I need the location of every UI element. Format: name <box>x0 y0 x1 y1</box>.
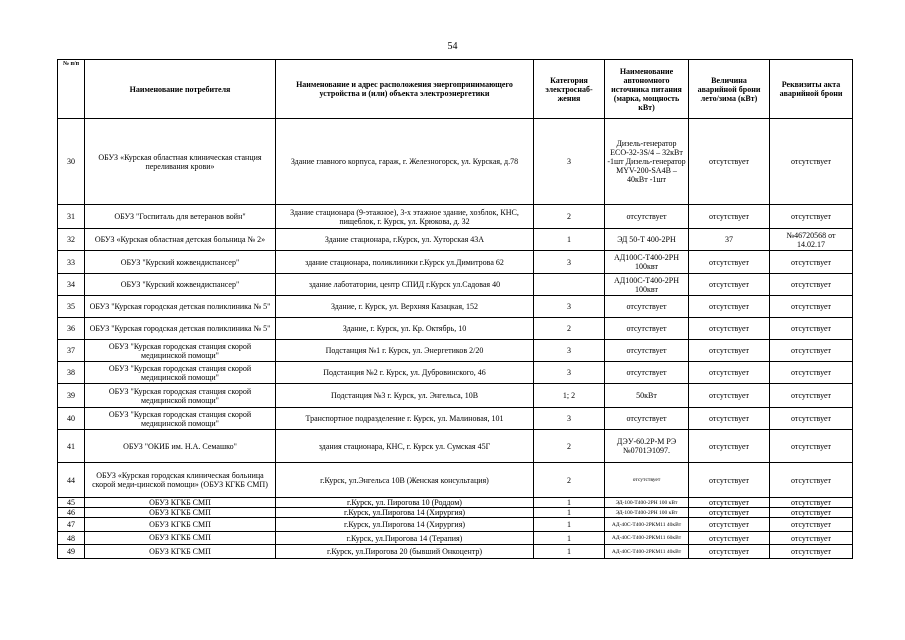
cell-source: АД100С-Т400-2РН 100квт <box>605 251 689 274</box>
table-row <box>58 532 853 545</box>
page-number: 54 <box>447 41 458 52</box>
cell-source: АД-40С-Т400-2РКМ11 40кВт <box>605 545 689 559</box>
cell-reserve: отсутствует <box>689 498 770 508</box>
cell-category: 1 <box>534 532 605 545</box>
header-consumer: Наименование потребителя <box>85 60 276 119</box>
cell-source: отсутствует <box>605 296 689 318</box>
cell-num: 32 <box>58 229 85 251</box>
cell-consumer: ОБУЗ КГКБ СМП <box>85 532 276 545</box>
cell-category: 1 <box>534 508 605 518</box>
cell-act: отсутствует <box>770 532 853 545</box>
cell-source: отсутствует <box>605 318 689 340</box>
cell-act: отсутствует <box>770 119 853 205</box>
cell-object: здание стационара, поликлиники г.Курск ул.Димитрова 62 <box>276 251 534 274</box>
cell-num: 30 <box>58 119 85 205</box>
cell-reserve: отсутствует <box>689 532 770 545</box>
header-object: Наименование и адрес расположения энергопринимающего устройства и (или) объекта электроэнергетики <box>276 60 534 119</box>
cell-act: отсутствует <box>770 362 853 384</box>
cell-reserve: отсутствует <box>689 205 770 229</box>
cell-source: Дизель-генератор ECO-32-3S/4 – 32кВт -1шт Дизель-генератор MYV-200-SA4B – 40кВт -1шт <box>605 119 689 205</box>
cell-act: отсутствует <box>770 274 853 296</box>
cell-object: г.Курск, ул.Пирогова 14 (Терапия) <box>276 532 534 545</box>
cell-reserve: отсутствует <box>689 119 770 205</box>
cell-consumer: ОБУЗ "ОКИБ им. Н.А. Семашко" <box>85 430 276 463</box>
cell-consumer: ОБУЗ КГКБ СМП <box>85 498 276 508</box>
table-row <box>58 318 853 340</box>
table-body <box>58 119 853 559</box>
cell-source: отсутствует <box>605 408 689 430</box>
cell-consumer: ОБУЗ "Курский кожвендиспансер" <box>85 251 276 274</box>
cell-category: 1 <box>534 498 605 508</box>
cell-source: ЭД-100-Т400-2РН 100 кВт <box>605 498 689 508</box>
cell-source: АД100С-Т400-2РН 100квт <box>605 274 689 296</box>
cell-object: Здание, г. Курск, ул. Кр. Октябрь, 10 <box>276 318 534 340</box>
cell-object: Здание, г. Курск, ул. Верхняя Казацкая, 152 <box>276 296 534 318</box>
table-row <box>58 498 853 508</box>
cell-act: отсутствует <box>770 508 853 518</box>
cell-category: 1 <box>534 229 605 251</box>
cell-num: 34 <box>58 274 85 296</box>
cell-object: г.Курск, ул.Пирогова 20 (бывший Онкоцентр) <box>276 545 534 559</box>
table-row <box>58 119 853 205</box>
cell-consumer: ОБУЗ КГКБ СМП <box>85 545 276 559</box>
table-row <box>58 384 853 408</box>
cell-object: г.Курск, ул. Пирогова 10 (Роддом) <box>276 498 534 508</box>
cell-consumer: ОБУЗ "Курская городская станция скорой медицинской помощи" <box>85 340 276 362</box>
cell-consumer: ОБУЗ "Курская городская станция скорой медицинской помощи" <box>85 408 276 430</box>
cell-category: 1 <box>534 518 605 532</box>
cell-object: Подстанция №3 г. Курск, ул. Энгельса, 10В <box>276 384 534 408</box>
cell-category: 3 <box>534 408 605 430</box>
table-row <box>58 362 853 384</box>
cell-reserve: отсутствует <box>689 362 770 384</box>
cell-reserve: отсутствует <box>689 296 770 318</box>
cell-act: №46720568 от 14.02.17 <box>770 229 853 251</box>
cell-consumer: ОБУЗ КГКБ СМП <box>85 508 276 518</box>
cell-object: Подстанция №1 г. Курск, ул. Энергетиков 2/20 <box>276 340 534 362</box>
cell-category: 3 <box>534 296 605 318</box>
cell-reserve: отсутствует <box>689 518 770 532</box>
cell-num: 47 <box>58 518 85 532</box>
cell-num: 49 <box>58 545 85 559</box>
cell-object: г.Курск, ул.Пирогова 14 (Хирургия) <box>276 518 534 532</box>
cell-object: здание лаботатории, центр СПИД г.Курск ул.Садовая 40 <box>276 274 534 296</box>
cell-act: отсутствует <box>770 384 853 408</box>
cell-reserve: отсутствует <box>689 274 770 296</box>
header-source: Наименование автономного источника питания (марка, мощность кВт) <box>605 60 689 119</box>
cell-num: 39 <box>58 384 85 408</box>
cell-reserve: отсутствует <box>689 408 770 430</box>
table-row <box>58 205 853 229</box>
header-row <box>58 60 853 119</box>
cell-consumer: ОБУЗ «Курская городская клиническая больница скорой меди-цинской помощи» (ОБУЗ КГКБ СМП) <box>85 463 276 498</box>
cell-category: 1 <box>534 545 605 559</box>
table-row <box>58 274 853 296</box>
cell-reserve: отсутствует <box>689 318 770 340</box>
cell-source: ЭД-100-Т400-2РН 100 кВт <box>605 508 689 518</box>
cell-object: г.Курск, ул.Пирогова 14 (Хирургия) <box>276 508 534 518</box>
cell-reserve: отсутствует <box>689 545 770 559</box>
cell-category <box>534 274 605 296</box>
cell-source: отсутствует <box>605 340 689 362</box>
table-row <box>58 545 853 559</box>
cell-source: отсутствует <box>605 205 689 229</box>
table-row <box>58 430 853 463</box>
table-row <box>58 296 853 318</box>
cell-num: 33 <box>58 251 85 274</box>
cell-category: 2 <box>534 430 605 463</box>
header-num: № п/п <box>58 60 85 119</box>
cell-act: отсутствует <box>770 251 853 274</box>
cell-category: 3 <box>534 251 605 274</box>
cell-consumer: ОБУЗ "Курская городская станция скорой медицинской помощи" <box>85 384 276 408</box>
table-row <box>58 340 853 362</box>
cell-category: 3 <box>534 362 605 384</box>
cell-num: 31 <box>58 205 85 229</box>
cell-reserve: отсутствует <box>689 251 770 274</box>
table-row <box>58 518 853 532</box>
cell-act: отсутствует <box>770 498 853 508</box>
table-row <box>58 408 853 430</box>
cell-consumer: ОБУЗ "Курская городская станция скорой медицинской помощи" <box>85 362 276 384</box>
cell-consumer: ОБУЗ "Курский кожвендиспансер" <box>85 274 276 296</box>
cell-num: 46 <box>58 508 85 518</box>
cell-source: отсутствует <box>605 463 689 498</box>
cell-object: Здание главного корпуса, гараж, г. Железногорск, ул. Курская, д.78 <box>276 119 534 205</box>
header-reserve: Величина аварийной брони лето/зима (кВт) <box>689 60 770 119</box>
cell-reserve: отсутствует <box>689 384 770 408</box>
cell-num: 44 <box>58 463 85 498</box>
cell-num: 37 <box>58 340 85 362</box>
cell-reserve: отсутствует <box>689 508 770 518</box>
cell-source: АД-40С-Т400-2РКМ11 40кВт <box>605 518 689 532</box>
cell-act: отсутствует <box>770 340 853 362</box>
cell-object: Транспортное подразделение г. Курск, ул. Малиновая, 101 <box>276 408 534 430</box>
cell-act: отсутствует <box>770 545 853 559</box>
cell-num: 45 <box>58 498 85 508</box>
cell-category: 3 <box>534 340 605 362</box>
cell-consumer: ОБУЗ «Курская областная детская больница № 2» <box>85 229 276 251</box>
cell-reserve: 37 <box>689 229 770 251</box>
cell-object: здания стационара, КНС, г. Курск ул. Сумская 45Г <box>276 430 534 463</box>
header-category: Категория электроснаб-жения <box>534 60 605 119</box>
cell-num: 38 <box>58 362 85 384</box>
cell-num: 36 <box>58 318 85 340</box>
table-row <box>58 508 853 518</box>
cell-act: отсутствует <box>770 318 853 340</box>
cell-object: Подстанция №2 г. Курск, ул. Дубровинского, 46 <box>276 362 534 384</box>
cell-category: 2 <box>534 318 605 340</box>
table-row <box>58 251 853 274</box>
table-row <box>58 229 853 251</box>
cell-num: 35 <box>58 296 85 318</box>
cell-consumer: ОБУЗ КГКБ СМП <box>85 518 276 532</box>
cell-num: 48 <box>58 532 85 545</box>
cell-reserve: отсутствует <box>689 463 770 498</box>
cell-consumer: ОБУЗ "Госпиталь для ветеранов войн" <box>85 205 276 229</box>
cell-act: отсутствует <box>770 518 853 532</box>
cell-act: отсутствует <box>770 296 853 318</box>
cell-category: 3 <box>534 119 605 205</box>
cell-act: отсутствует <box>770 408 853 430</box>
cell-num: 41 <box>58 430 85 463</box>
cell-reserve: отсутствует <box>689 430 770 463</box>
cell-source: отсутствует <box>605 362 689 384</box>
table-row <box>58 463 853 498</box>
reserve-table <box>57 59 853 559</box>
cell-object: Здание стационара, г.Курск, ул. Хуторская 43А <box>276 229 534 251</box>
cell-consumer: ОБУЗ "Курская городская детская поликлиника № 5" <box>85 318 276 340</box>
cell-act: отсутствует <box>770 430 853 463</box>
cell-source: АД-40С-Т400-2РКМ11 60кВт <box>605 532 689 545</box>
cell-act: отсутствует <box>770 205 853 229</box>
header-act: Реквизиты акта аварийной брони <box>770 60 853 119</box>
cell-object: Здание стационара (9-этажное), 3-х этажное здание, хозблок, КНС, пищеблок, г. Курск, ул. Крюкова, д. 32 <box>276 205 534 229</box>
cell-category: 1; 2 <box>534 384 605 408</box>
cell-num: 40 <box>58 408 85 430</box>
cell-consumer: ОБУЗ "Курская городская детская поликлиника № 5" <box>85 296 276 318</box>
cell-act: отсутствует <box>770 463 853 498</box>
cell-category: 2 <box>534 463 605 498</box>
cell-source: 50кВт <box>605 384 689 408</box>
cell-source: ДЭУ-60.2Р-М РЭ №0701Э1097. <box>605 430 689 463</box>
cell-source: ЭД 50-Т 400-2РН <box>605 229 689 251</box>
cell-reserve: отсутствует <box>689 340 770 362</box>
cell-consumer: ОБУЗ «Курская областная клиническая станция переливания крови» <box>85 119 276 205</box>
cell-object: г.Курск, ул.Энгельса 10В (Женская консультация) <box>276 463 534 498</box>
cell-category: 2 <box>534 205 605 229</box>
